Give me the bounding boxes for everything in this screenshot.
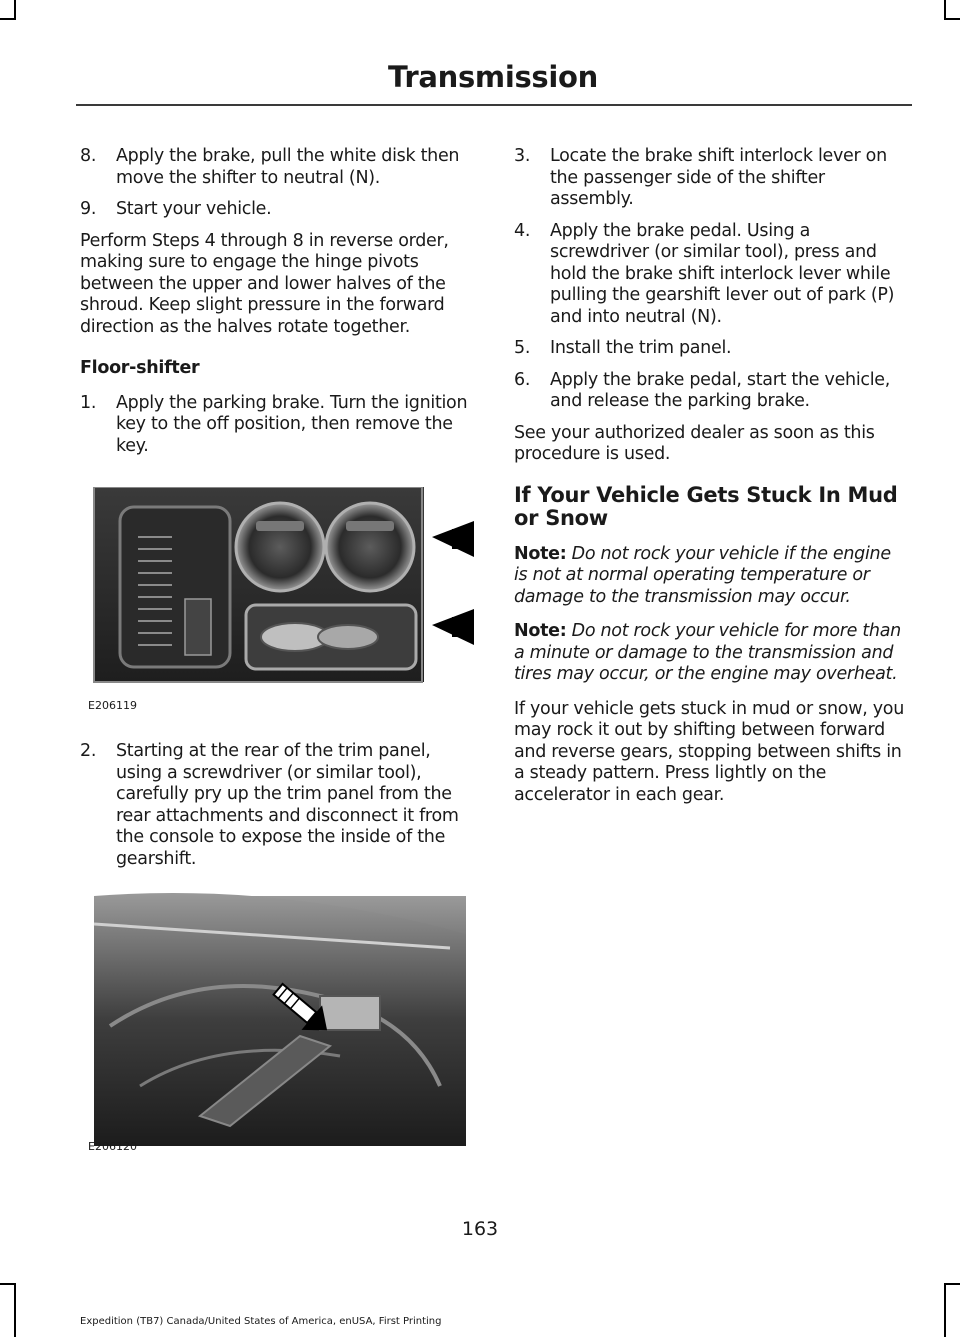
stuck-in-mud-heading: If Your Vehicle Gets Stuck In Mud or Snow <box>514 482 898 530</box>
note-text: Do not rock your vehicle if the engine is not at normal operating temperature or damage to the transmission may occur. <box>514 543 891 607</box>
stuck-paragraph: If your vehicle gets stuck in mud or snow, you may rock it out by shifting between forward and reverse gears, stopping between shifts in a steady pattern. Press lightly on the accelerator in each gear. <box>514 698 904 805</box>
step-number: 6. <box>514 369 531 390</box>
note-text: Do not rock your vehicle for more than a minute or damage to the transmission and tires may occur, or the engine may overheat. <box>514 621 901 684</box>
step-3 <box>514 146 908 211</box>
step-number: 1. <box>80 392 97 413</box>
page-number: 163 <box>461 1218 499 1240</box>
step-number: 3. <box>514 146 531 166</box>
step-number: 4. <box>514 220 531 241</box>
step-number: 8. <box>80 146 97 166</box>
floor-shifter-subheading: Floor-shifter <box>80 358 200 378</box>
step-text: Apply the parking brake. Turn the ignition key to the off position, then remove the key. <box>116 392 468 456</box>
note-2 <box>514 621 908 686</box>
crop-mark-bottom-left-h <box>0 1283 16 1285</box>
step-text: Starting at the rear of the trim panel, using a screwdriver (or similar tool), carefully pry up the trim panel from the rear attachments and disconnect it from the console to expose the inside of the gearshift. <box>116 741 459 869</box>
figure-console-cupholders <box>80 487 474 723</box>
crop-mark-top-left-v <box>14 0 16 20</box>
console-cupholder-illustration <box>80 487 474 723</box>
crop-mark-bottom-right-v <box>944 1283 946 1337</box>
step-number: 5. <box>514 338 531 358</box>
step-4 <box>514 221 908 329</box>
step-text: Install the trim panel. <box>550 338 732 358</box>
note-label: Note: <box>514 543 567 564</box>
reverse-order-paragraph: Perform Steps 4 through 8 in reverse order, making sure to engage the hinge pivots between the upper and lower halves of the shroud. Keep slight pressure in the forward direction as the halves rotate together. <box>80 230 449 337</box>
step-text: Start your vehicle. <box>116 199 272 219</box>
crop-mark-top-right-h <box>944 18 960 20</box>
step-2 <box>80 741 474 870</box>
footer-note: Expedition (TB7) Canada/United States of America, enUSA, First Printing <box>80 1316 442 1327</box>
crop-mark-top-right-v <box>944 0 946 20</box>
step-8 <box>80 146 474 189</box>
step-number: 9. <box>80 199 97 219</box>
step-text: Apply the brake pedal. Using a screwdriver (or similar tool), press and hold the brake shift interlock lever while pulling the gearshift lever out of park (P) and into neutral (N). <box>550 220 895 327</box>
step-text: Apply the brake pedal, start the vehicle, and release the parking brake. <box>550 369 891 411</box>
step-text: Apply the brake, pull the white disk then move the shifter to neutral (N). <box>116 146 460 188</box>
dealer-paragraph: See your authorized dealer as soon as this procedure is used. <box>514 422 875 464</box>
right-column <box>514 146 908 819</box>
step-5 <box>514 338 908 360</box>
step-6 <box>514 370 908 413</box>
figure-code: E206119 <box>88 699 137 712</box>
header-rule <box>76 104 912 106</box>
note-1 <box>514 544 908 609</box>
step-9 <box>80 199 474 221</box>
left-column <box>80 146 474 1176</box>
note-label: Note: <box>514 621 567 641</box>
figure-code: E206120 <box>88 1140 137 1153</box>
crop-mark-top-left-h <box>0 18 16 20</box>
page-title: Transmission <box>388 60 598 94</box>
gearshift-interior-illustration <box>80 886 474 1158</box>
crop-mark-bottom-right-h <box>944 1283 960 1285</box>
figure-gearshift-interior <box>80 886 474 1158</box>
step-1 <box>80 393 474 458</box>
crop-mark-bottom-left-v <box>14 1283 16 1337</box>
step-number: 2. <box>80 741 97 761</box>
step-text: Locate the brake shift interlock lever on the passenger side of the shifter assembly. <box>550 146 887 209</box>
